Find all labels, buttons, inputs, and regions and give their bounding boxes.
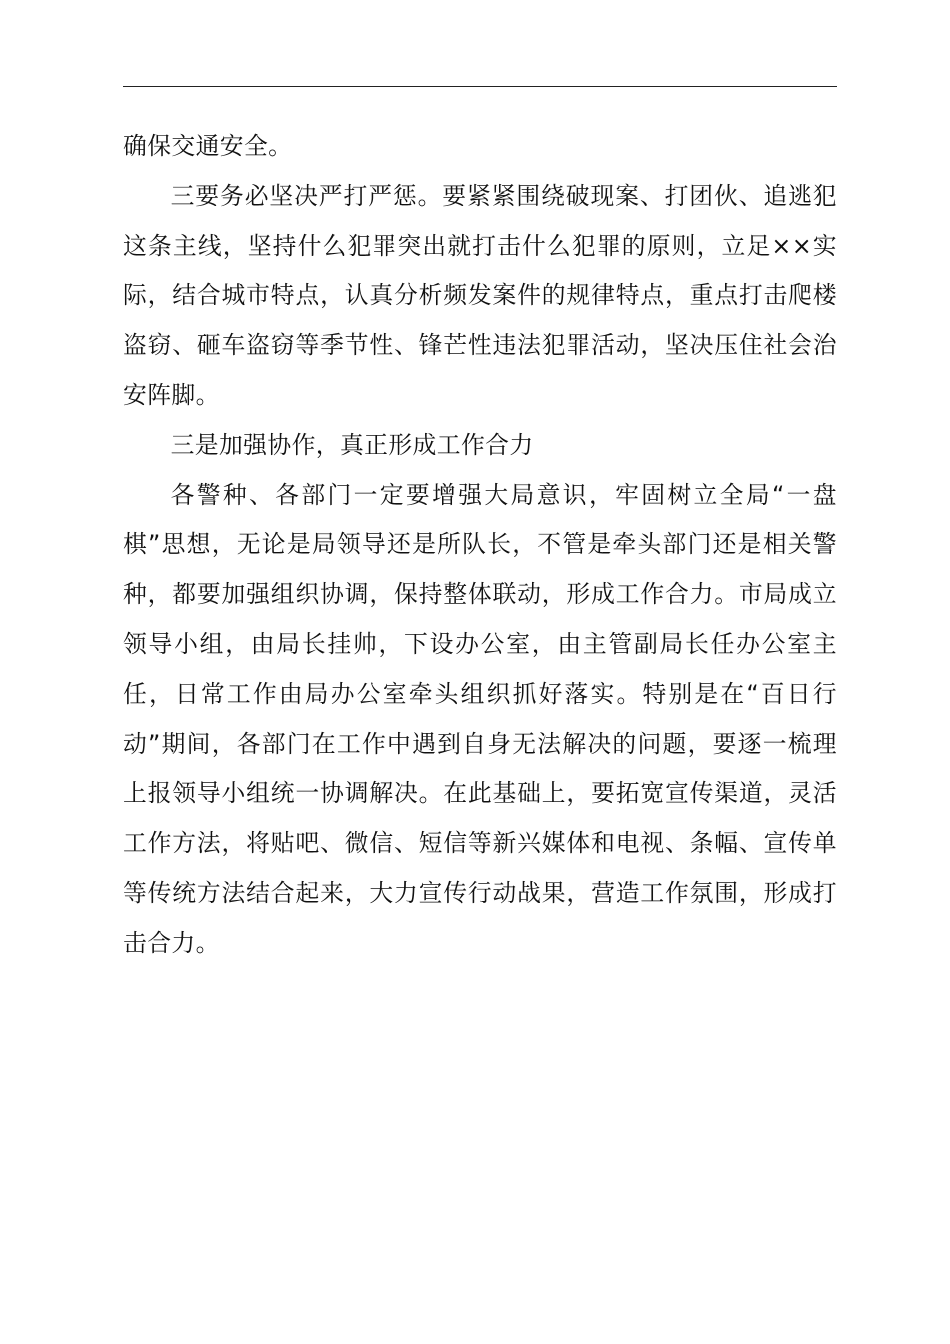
section-heading-cooperation: 三是加强协作，真正形成工作合力 — [170, 430, 534, 459]
paragraph-traffic-safety: 确保交通安全。 — [123, 132, 293, 160]
document-body — [123, 122, 837, 969]
paragraph-cooperation: 各警种、各部门一定要增强大局意识，牢固树立全局“一盘棋”思想，无论是局领导还是所队长，不管是牵头部门还是相关警种，都要加强组织协调，保持整体联动，形成工作合力。市局成立领导小组，由局长挂帅，下设办公室，由主管副局长任办公室主任，日常工作由局办公室牵头组织抓好落实。特别是在“百日行动”期间，各部门在工作中遇到自身无法解决的问题，要逐一梳理上报领导小组统一协调解决。在此基础上，要拓宽宣传渠道，灵活工作方法，将贴吧、微信、短信等新兴媒体和电视、条幅、宣传单等传统方法结合起来，大力宣传行动战果，营造工作氛围，形成打击合力。 — [123, 480, 837, 957]
header-rule — [123, 86, 837, 87]
paragraph-strike-hard: 三要务必坚决严打严惩。要紧紧围绕破现案、打团伙、追逃犯这条主线，坚持什么犯罪突出就打击什么犯罪的原则，立足××实际，结合城市特点，认真分析频发案件的规律特点，重点打击爬楼盗窃、砸车盗窃等季节性、锋芒性违法犯罪活动，坚决压住社会治安阵脚。 — [123, 181, 837, 409]
